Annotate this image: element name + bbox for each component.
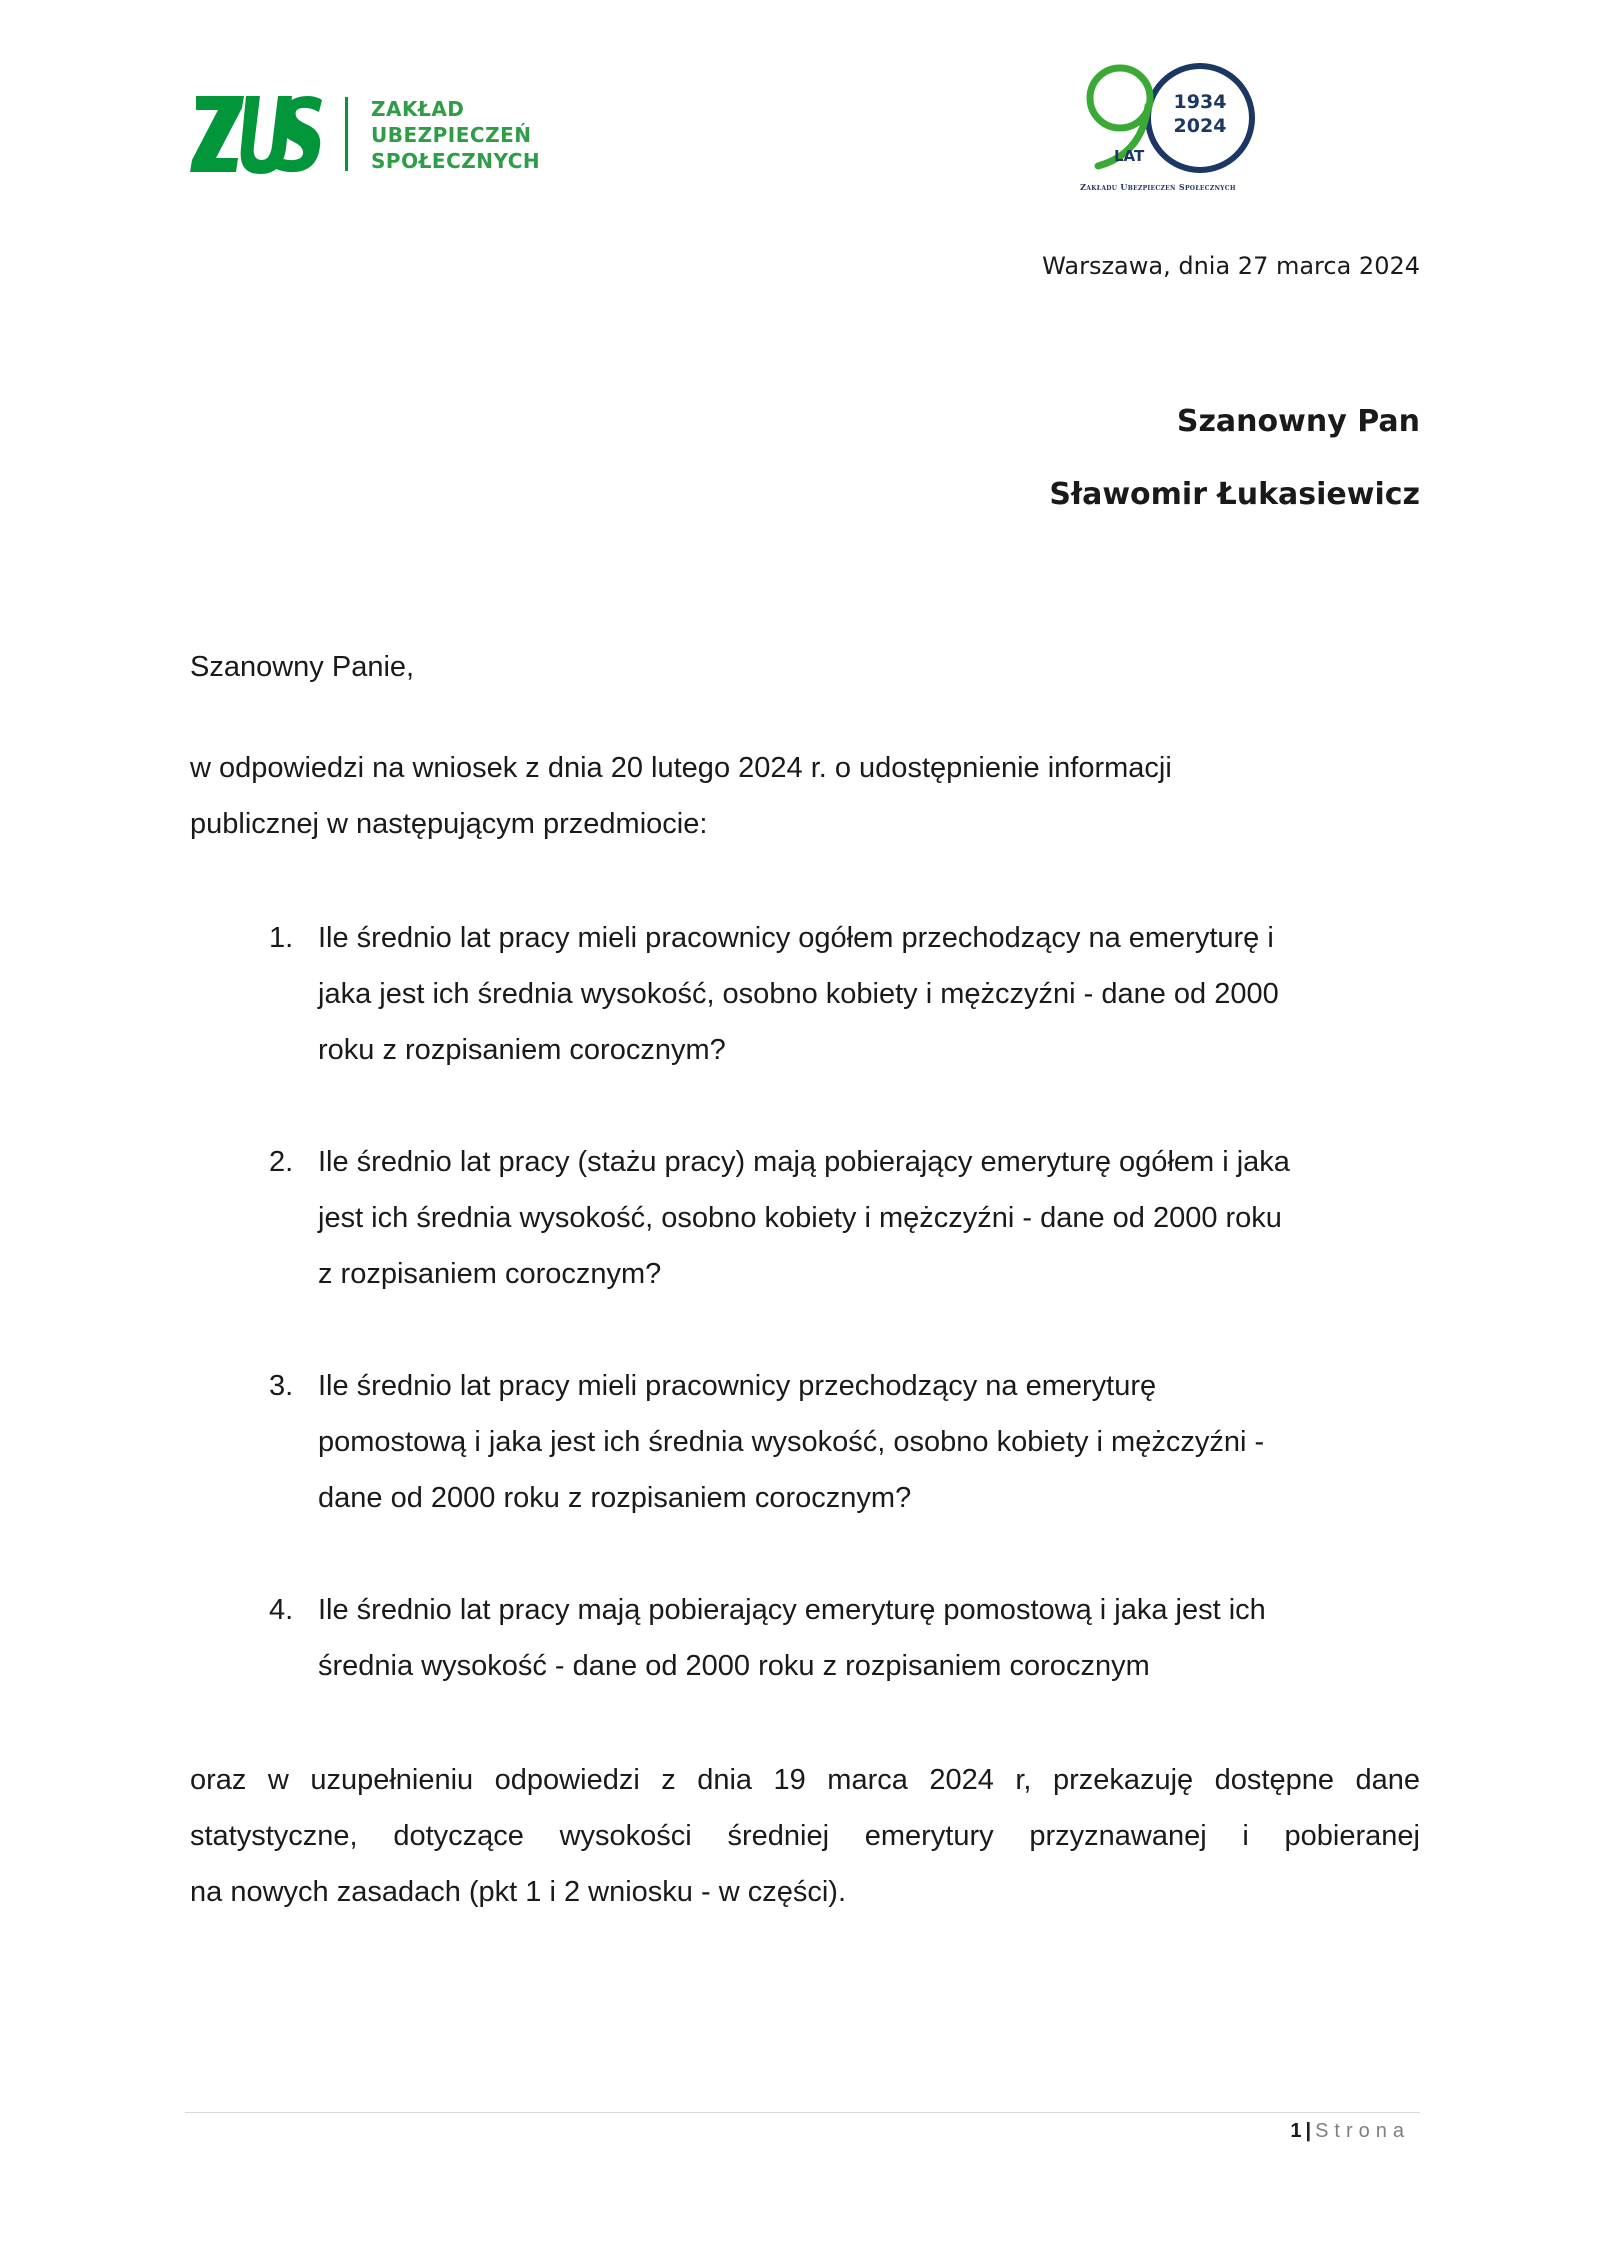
zus-name-line: UBEZPIECZEŃ xyxy=(371,123,532,147)
page-label: Strona xyxy=(1315,2120,1410,2142)
zus-name-line: SPOŁECZNYCH xyxy=(371,149,541,173)
closing-line: oraz w uzupełnieniu odpowiedzi z dnia 19 marca 2024 r, przekazuję dostępne dane xyxy=(190,1764,1420,1796)
footer-divider xyxy=(185,2112,1420,2113)
anniversary-logo xyxy=(1058,58,1258,198)
intro-line: publicznej w następującym przedmiocie: xyxy=(190,808,708,840)
page-number: 1 xyxy=(1290,2120,1302,2142)
question-line: jaka jest ich średnia wysokość, osobno kobiety i mężczyźni - dane od 2000 xyxy=(318,978,1279,1010)
question-line: średnia wysokość - dane od 2000 roku z rozpisaniem corocznym xyxy=(318,1650,1150,1682)
salutation: Szanowny Panie, xyxy=(190,651,415,683)
question-line: roku z rozpisaniem corocznym? xyxy=(318,1034,726,1066)
question-item xyxy=(190,1358,1430,1526)
recipient-title: Szanowny Pan xyxy=(1176,404,1420,439)
question-item xyxy=(190,1582,1430,1694)
closing-line: statystyczne, dotyczące wysokości średniej emerytury przyznawanej i pobieranej xyxy=(190,1820,1420,1852)
closing-line: na nowych zasadach (pkt 1 i 2 wniosku - w części). xyxy=(190,1876,846,1908)
letter-date: Warszawa, dnia 27 marca 2024 xyxy=(1042,252,1420,280)
question-line: Ile średnio lat pracy (stażu pracy) mają pobierający emeryturę ogółem i jaka xyxy=(318,1146,1290,1178)
question-line: z rozpisaniem corocznym? xyxy=(318,1258,662,1290)
question-line: Ile średnio lat pracy mieli pracownicy przechodzący na emeryturę xyxy=(318,1370,1157,1402)
intro-line: w odpowiedzi na wniosek z dnia 20 lutego 2024 r. o udostępnienie informacji xyxy=(190,752,1172,784)
zus-logo xyxy=(190,94,570,174)
question-line: Ile średnio lat pracy mieli pracownicy ogółem przechodzący na emeryturę i xyxy=(318,922,1274,954)
question-line: Ile średnio lat pracy mają pobierający emeryturę pomostową i jaka jest ich xyxy=(318,1594,1266,1626)
anniversary-year-start: 1934 xyxy=(1173,91,1227,113)
question-number: 4. xyxy=(269,1594,294,1626)
intro-paragraph xyxy=(190,740,1430,852)
question-item xyxy=(190,1134,1430,1302)
page-footer xyxy=(1290,2120,1410,2143)
question-line: pomostową i jaka jest ich średnia wysokość, osobno kobiety i mężczyźni - xyxy=(318,1426,1265,1458)
recipient-name: Sławomir Łukasiewicz xyxy=(1049,477,1420,512)
anniversary-year-end: 2024 xyxy=(1173,115,1227,137)
zus-name-line: ZAKŁAD xyxy=(371,97,465,121)
question-item xyxy=(190,910,1430,1078)
question-number: 2. xyxy=(269,1146,294,1178)
zus-logo-mark xyxy=(190,94,325,174)
anniversary-years xyxy=(1165,90,1235,138)
question-number: 1. xyxy=(269,922,294,954)
zus-institution-name xyxy=(371,96,540,174)
question-line: jest ich średnia wysokość, osobno kobiety i mężczyźni - dane od 2000 roku xyxy=(318,1202,1282,1234)
question-number: 3. xyxy=(269,1370,294,1402)
anniversary-caption: Zakładu Ubezpieczeń Społecznych xyxy=(1080,182,1236,192)
zus-logo-divider xyxy=(345,97,348,171)
question-line: dane od 2000 roku z rozpisaniem corocznym? xyxy=(318,1482,912,1514)
recipient-block xyxy=(1049,385,1420,531)
questions-list xyxy=(190,910,1430,1694)
closing-paragraph xyxy=(190,1752,1420,1920)
footer-separator: | xyxy=(1305,2120,1312,2142)
anniversary-lat-label: LAT xyxy=(1114,147,1145,165)
